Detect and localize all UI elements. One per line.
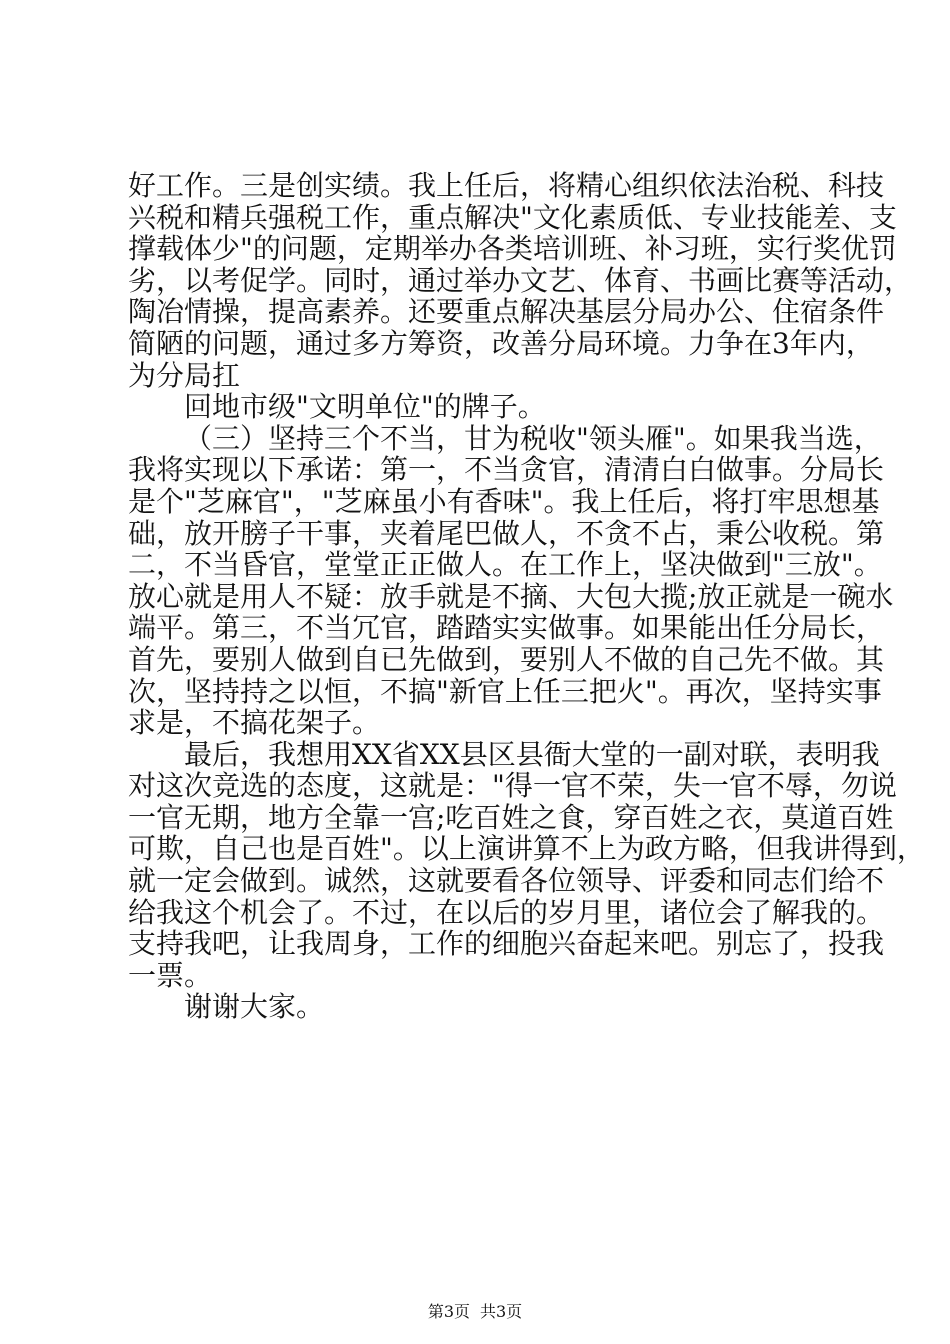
page-footer [0, 1302, 950, 1322]
text-line: 放心就是用人不疑：放手就是不摘、大包大揽;放正就是一碗水 [128, 579, 894, 613]
text-line: 二，不当昏官，堂堂正正做人。在工作上，坚决做到"三放"。 [128, 548, 882, 582]
text-line: 回地市级"文明单位"的牌子。 [184, 390, 546, 424]
page-number: 第3页 [427, 1302, 470, 1321]
text-line: 对这次竞选的态度，这就是："得一官不荣，失一官不辱，勿说 [128, 769, 897, 803]
text-line: 支持我吧，让我周身，工作的细胞兴奋起来吧。别忘了，投我 [128, 927, 885, 961]
text-line: 给我这个机会了。不过，在以后的岁月里，诸位会了解我的。 [128, 895, 885, 929]
text-line: 端平。第三，不当冗官，踏踏实实做事。如果能出任分局长， [128, 611, 885, 645]
text-line: 就一定会做到。诚然，这就要看各位领导、评委和同志们给不 [128, 864, 885, 898]
text-line: 撑载体少"的问题，定期举办各类培训班、补习班，实行奖优罚 [128, 232, 897, 266]
document-body [128, 169, 925, 1024]
page-total: 共3页 [480, 1302, 523, 1321]
text-line: 陶冶情操，提高素养。还要重点解决基层分局办公、住宿条件 [128, 295, 885, 329]
text-line: 础，放开膀子干事，夹着尾巴做人，不贪不占，秉公收税。第 [128, 516, 885, 550]
text-line: （三）坚持三个不当，甘为税收"领头雁"。如果我当选， [184, 421, 882, 455]
text-line: 最后，我想用XX省XX县区县衙大堂的一副对联，表明我 [184, 737, 880, 771]
text-line: 为分局扛 [128, 358, 241, 392]
text-line: 一官无期，地方全靠一宫;吃百姓之食，穿百姓之衣，莫道百姓 [128, 800, 894, 834]
text-line: 我将实现以下承诺：第一，不当贪官，清清白白做事。分局长 [128, 453, 885, 487]
text-line: 是个"芝麻官"，"芝麻虽小有香味"。我上任后，将打牢思想基 [128, 484, 880, 518]
text-line: 谢谢大家。 [184, 990, 325, 1024]
text-line: 一票。 [128, 958, 213, 992]
text-line: 好工作。三是创实绩。我上任后，将精心组织依法治税、科技 [128, 169, 885, 202]
text-line: 次，坚持持之以恒，不搞"新官上任三把火"。再次，坚持实事 [128, 674, 882, 708]
text-line: 劣，以考促学。同时，通过举办文艺、体育、书画比赛等活动， [128, 263, 913, 297]
text-line: 兴税和精兵强税工作，重点解决"文化素质低、专业技能差、支 [128, 200, 897, 234]
text-line: 可欺，自己也是百姓"。以上演讲算不上为政方略，但我讲得到， [128, 832, 925, 866]
text-line: 简陋的问题，通过多方筹资，改善分局环境。力争在3年内， [128, 326, 874, 360]
text-line: 求是，不搞花架子。 [128, 706, 381, 740]
text-line: 首先，要别人做到自已先做到，要别人不做的自己先不做。其 [128, 642, 885, 676]
